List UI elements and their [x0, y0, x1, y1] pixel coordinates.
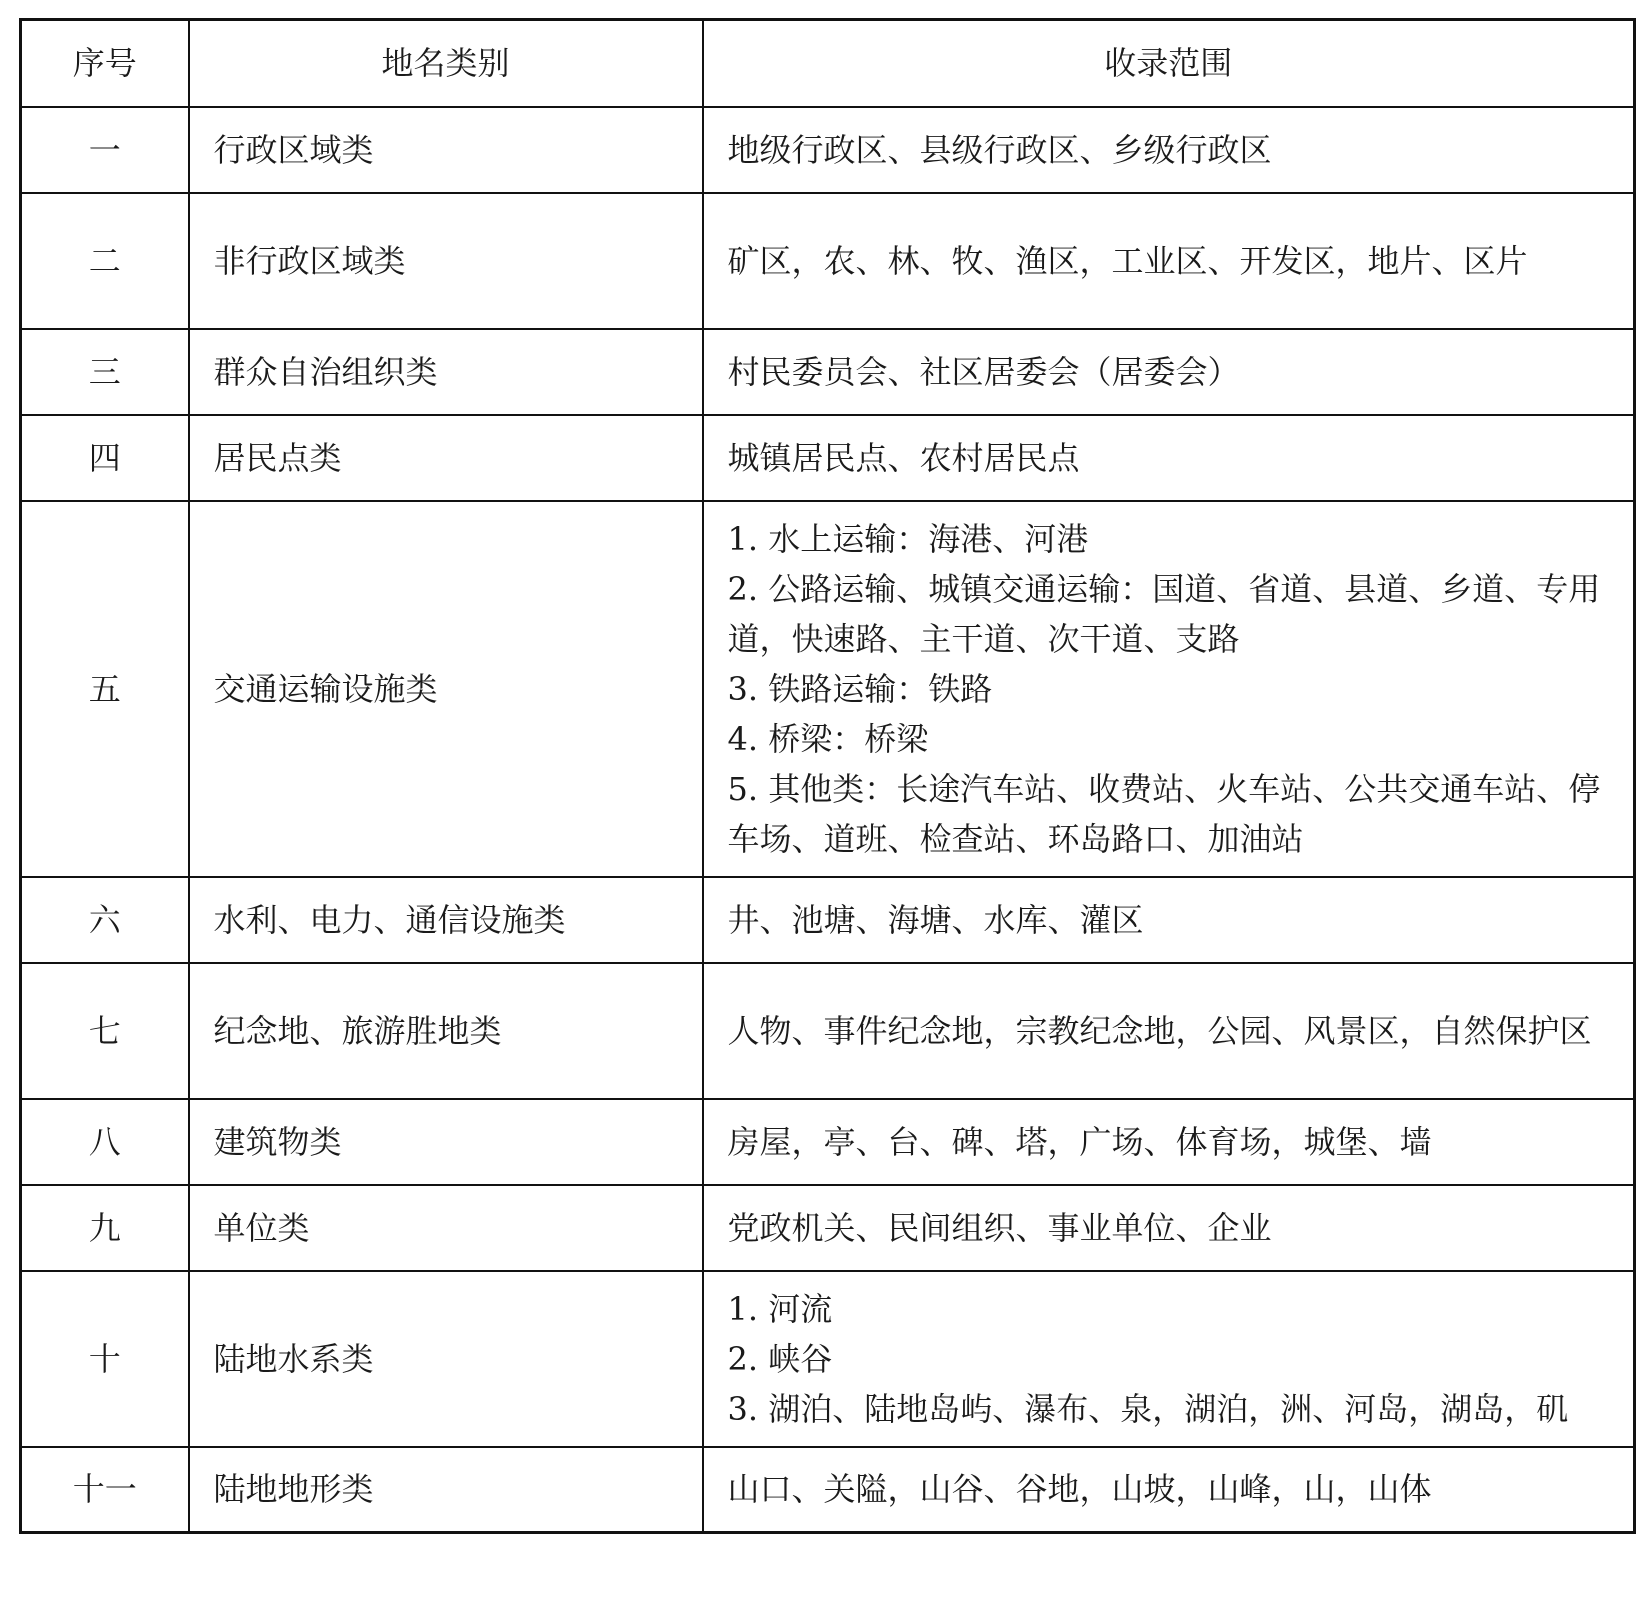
- row-scope: [703, 1185, 1635, 1271]
- scope-line: 人物、事件纪念地，宗教纪念地，公园、风景区，自然保护区: [727, 1011, 1592, 1050]
- scope-line: 房屋，亭、台、碑、塔，广场、体育场，城堡、墙: [727, 1122, 1432, 1161]
- row-category: 水利、电力、通信设施类: [189, 877, 703, 963]
- row-index: 九: [21, 1185, 189, 1271]
- row-category: 陆地地形类: [189, 1447, 703, 1533]
- scope-line: 1. 河流: [727, 1289, 833, 1328]
- header-scope: 收录范围: [703, 20, 1635, 107]
- row-category: 群众自治组织类: [189, 329, 703, 415]
- row-category: 行政区域类: [189, 107, 703, 193]
- row-index: 六: [21, 877, 189, 963]
- row-category: 交通运输设施类: [189, 501, 703, 877]
- scope-line: 井、池塘、海塘、水库、灌区: [727, 900, 1144, 939]
- row-scope: [703, 501, 1635, 877]
- scope-line: 村民委员会、社区居委会（居委会）: [727, 352, 1240, 391]
- row-index: 一: [21, 107, 189, 193]
- table-row: [21, 1099, 1635, 1185]
- row-category: 居民点类: [189, 415, 703, 501]
- row-scope: [703, 415, 1635, 501]
- place-name-category-table: [19, 18, 1636, 1534]
- row-scope: [703, 193, 1635, 329]
- scope-line: 矿区，农、林、牧、渔区，工业区、开发区，地片、区片: [727, 241, 1528, 280]
- row-scope: [703, 107, 1635, 193]
- row-scope: [703, 329, 1635, 415]
- table-row: [21, 963, 1635, 1099]
- scope-line: 3. 湖泊、陆地岛屿、瀑布、泉，湖泊，洲、河岛，湖岛，矶: [727, 1389, 1569, 1428]
- scope-line: 2. 峡谷: [727, 1339, 833, 1378]
- table-row: [21, 877, 1635, 963]
- row-scope: [703, 1271, 1635, 1447]
- row-scope: [703, 1099, 1635, 1185]
- row-category: 陆地水系类: [189, 1271, 703, 1447]
- scope-line: 2. 公路运输、城镇交通运输：国道、省道、县道、乡道、专用道，快速路、主干道、次干道、支路: [727, 569, 1601, 658]
- table-row: [21, 415, 1635, 501]
- table-row: [21, 1185, 1635, 1271]
- table-row: [21, 193, 1635, 329]
- row-index: 八: [21, 1099, 189, 1185]
- row-index: 四: [21, 415, 189, 501]
- row-index: 五: [21, 501, 189, 877]
- header-category: 地名类别: [189, 20, 703, 107]
- row-index: 二: [21, 193, 189, 329]
- scope-line: 山口、关隘，山谷、谷地，山坡，山峰，山，山体: [727, 1470, 1432, 1509]
- row-index: 十: [21, 1271, 189, 1447]
- table-row: [21, 1271, 1635, 1447]
- header-index: 序号: [21, 20, 189, 107]
- row-index: 七: [21, 963, 189, 1099]
- scope-line: 3. 铁路运输：铁路: [727, 669, 993, 708]
- table-header-row: [21, 20, 1635, 107]
- row-category: 非行政区域类: [189, 193, 703, 329]
- scope-line: 1. 水上运输：海港、河港: [727, 519, 1089, 558]
- scope-line: 党政机关、民间组织、事业单位、企业: [727, 1208, 1272, 1247]
- table-row: [21, 107, 1635, 193]
- table-row: [21, 329, 1635, 415]
- table-row: [21, 1447, 1635, 1533]
- row-scope: [703, 877, 1635, 963]
- row-category: 建筑物类: [189, 1099, 703, 1185]
- row-index: 十一: [21, 1447, 189, 1533]
- table-row: [21, 501, 1635, 877]
- scope-line: 4. 桥梁：桥梁: [727, 719, 929, 758]
- row-scope: [703, 1447, 1635, 1533]
- row-scope: [703, 963, 1635, 1099]
- row-category: 单位类: [189, 1185, 703, 1271]
- row-category: 纪念地、旅游胜地类: [189, 963, 703, 1099]
- scope-line: 地级行政区、县级行政区、乡级行政区: [727, 130, 1272, 169]
- scope-line: 5. 其他类：长途汽车站、收费站、火车站、公共交通车站、停车场、道班、检查站、环岛路口、加油站: [727, 769, 1601, 858]
- row-index: 三: [21, 329, 189, 415]
- scope-line: 城镇居民点、农村居民点: [727, 438, 1080, 477]
